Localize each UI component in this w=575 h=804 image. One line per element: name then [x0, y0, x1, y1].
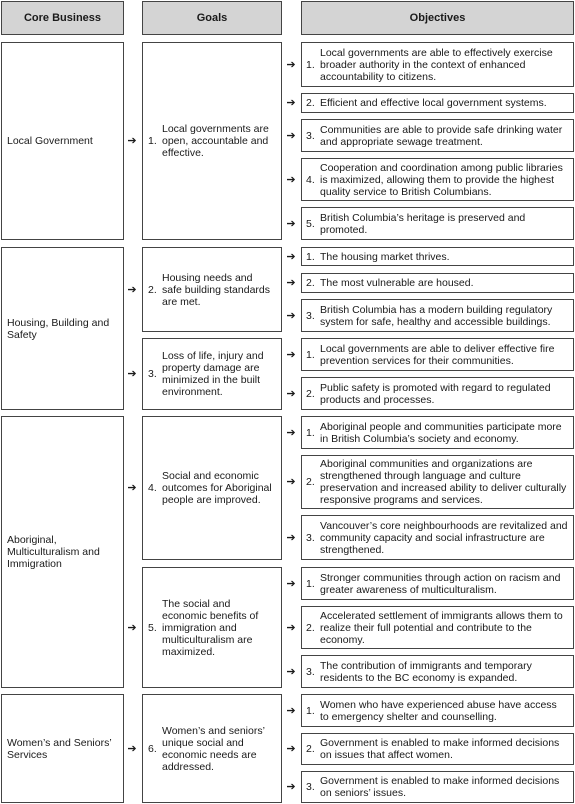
objective-text: Aboriginal people and communities participate more in British Columbia’s society and economy. [320, 420, 562, 445]
header-objectives-label: Objectives [409, 12, 466, 24]
core-business-label: Aboriginal, Multiculturalism and Immigration [7, 534, 100, 570]
arrow-right-icon: ➔ [127, 742, 137, 755]
objective-number: 2. [306, 621, 315, 634]
objective-number: 1. [306, 577, 315, 590]
objective-text: The contribution of immigrants and temporary residents to the BC economy is expanded. [320, 659, 532, 684]
objective-number: 3. [306, 531, 315, 544]
arrow-right-icon: ➔ [127, 621, 137, 634]
goal-text: Housing needs and safe building standards are met. [162, 271, 270, 308]
objective-cell [301, 377, 574, 410]
arrow-right-icon: ➔ [127, 482, 137, 494]
objective-cell [301, 771, 574, 803]
objective-text: Government is enabled to make informed decisions on issues that affect women. [320, 737, 560, 761]
objective-text: British Columbia’s heritage is preserved and promoted. [320, 211, 526, 236]
objective-text: Government is enabled to make informed decisions on seniors’ issues. [320, 775, 560, 799]
objective-cell [301, 567, 574, 600]
core-business-label: Women’s and Seniors’ Services [7, 736, 112, 761]
goal-number: 5. [148, 621, 157, 634]
goal-cell [142, 567, 282, 688]
arrow-right-icon: ➔ [286, 743, 296, 755]
arrow-right-icon: ➔ [286, 426, 296, 439]
objective-text: Aboriginal communities and organizations are strengthened through language and culture preservation and increased ability to deliver culturally responsive programs and services. [320, 458, 567, 506]
objective-text: The most vulnerable are housed. [320, 277, 474, 289]
header-core-business-label: Core Business [23, 12, 102, 24]
objective-text: Stronger communities through action on racism and greater awareness of multiculturalism. [320, 571, 561, 596]
goal-text: Women’s and seniors’ unique social and economic needs are addressed. [162, 724, 265, 773]
objective-text: British Columbia has a modern building regulatory system for safe, healthy and accessible buildings. [320, 303, 553, 328]
header-goals [142, 1, 282, 35]
objective-cell [301, 207, 574, 240]
objective-cell [301, 247, 574, 266]
arrow-right-icon: ➔ [127, 368, 137, 380]
arrow-right-icon: ➔ [286, 58, 296, 71]
objective-text: Accelerated settlement of immigrants allows them to realize their full potential and contribute to the economy. [320, 609, 563, 646]
objective-text: Local governments are able to deliver effective fire prevention services for their communities. [320, 342, 555, 367]
arrow-right-icon: ➔ [286, 277, 296, 289]
goal-cell [142, 42, 282, 240]
objective-number: 3. [306, 781, 315, 793]
arrow-right-icon: ➔ [286, 387, 296, 400]
objective-cell [301, 655, 574, 688]
objective-number: 3. [306, 665, 315, 678]
arrow-right-icon: ➔ [286, 217, 296, 230]
objective-cell [301, 694, 574, 727]
arrow-right-icon: ➔ [286, 129, 296, 142]
objective-cell [301, 119, 574, 152]
objective-text: Cooperation and coordination among public libraries is maximized, allowing them to provide the highest quality service to British Columbians. [320, 161, 563, 198]
objective-number: 2. [306, 743, 315, 755]
arrow-right-icon: ➔ [286, 577, 296, 590]
arrow-right-icon: ➔ [127, 135, 137, 147]
objective-number: 1. [306, 250, 315, 263]
goal-cell [142, 338, 282, 410]
core-business-cell [1, 247, 124, 410]
header-objectives [301, 1, 574, 35]
goal-text: The social and economic benefits of immigration and multiculturalism are maximized. [162, 597, 259, 658]
arrow-right-icon: ➔ [286, 476, 296, 488]
objective-number: 1. [306, 704, 315, 717]
objective-number: 1. [306, 58, 315, 71]
objective-text: Efficient and effective local government systems. [320, 97, 547, 109]
objective-number: 2. [306, 476, 315, 488]
objective-number: 2. [306, 277, 315, 289]
arrow-right-icon: ➔ [286, 531, 296, 544]
objective-number: 2. [306, 387, 315, 400]
core-business-cell [1, 42, 124, 240]
objective-text: Local governments are able to effectively exercise broader authority in the context of enhanced accountability to citizens. [320, 46, 553, 83]
header-goals-label: Goals [196, 12, 228, 24]
arrow-right-icon: ➔ [286, 97, 296, 109]
goal-cell [142, 416, 282, 560]
header-core-business [1, 1, 124, 35]
objective-number: 5. [306, 217, 315, 230]
goal-number: 2. [148, 283, 157, 296]
arrow-right-icon: ➔ [286, 781, 296, 793]
objective-number: 2. [306, 97, 315, 109]
objective-text: Public safety is promoted with regard to regulated products and processes. [320, 381, 551, 406]
goal-number: 6. [148, 742, 157, 755]
objective-cell [301, 273, 574, 293]
objective-number: 1. [306, 348, 315, 361]
objective-cell [301, 606, 574, 649]
core-business-label: Housing, Building and Safety [7, 316, 110, 341]
core-business-cell [1, 694, 124, 803]
goal-text: Social and economic outcomes for Aboriginal people are improved. [162, 470, 272, 506]
arrow-right-icon: ➔ [286, 250, 296, 263]
goal-text: Local governments are open, accountable and effective. [162, 123, 269, 159]
goal-number: 1. [148, 135, 157, 147]
objective-number: 1. [306, 426, 315, 439]
objective-number: 3. [306, 129, 315, 142]
objective-number: 4. [306, 173, 315, 186]
objective-cell [301, 158, 574, 201]
core-business-label: Local Government [7, 135, 93, 147]
goal-cell [142, 247, 282, 332]
core-business-cell [1, 416, 124, 688]
arrow-right-icon: ➔ [286, 621, 296, 634]
objective-cell [301, 515, 574, 560]
goal-number: 4. [148, 482, 157, 494]
objective-cell [301, 93, 574, 113]
objective-cell [301, 42, 574, 87]
goal-number: 3. [148, 368, 157, 380]
arrow-right-icon: ➔ [286, 704, 296, 717]
goal-cell [142, 694, 282, 803]
objective-text: The housing market thrives. [320, 250, 450, 263]
goal-text: Loss of life, injury and property damage are minimized in the built environment. [162, 350, 264, 398]
objective-cell [301, 299, 574, 332]
arrow-right-icon: ➔ [286, 665, 296, 678]
objective-cell [301, 455, 574, 509]
objective-text: Communities are able to provide safe drinking water and appropriate sewage treatment. [320, 123, 563, 148]
objective-cell [301, 416, 574, 449]
objective-text: Vancouver’s core neighbourhoods are revitalized and community capacity and social infrastructure are strengthened. [320, 519, 568, 556]
arrow-right-icon: ➔ [286, 173, 296, 186]
objective-text: Women who have experienced abuse have access to emergency shelter and counselling. [320, 698, 557, 723]
objective-number: 3. [306, 309, 315, 322]
arrow-right-icon: ➔ [286, 348, 296, 361]
arrow-right-icon: ➔ [127, 283, 137, 296]
objective-cell [301, 338, 574, 371]
arrow-right-icon: ➔ [286, 309, 296, 322]
objective-cell [301, 733, 574, 765]
